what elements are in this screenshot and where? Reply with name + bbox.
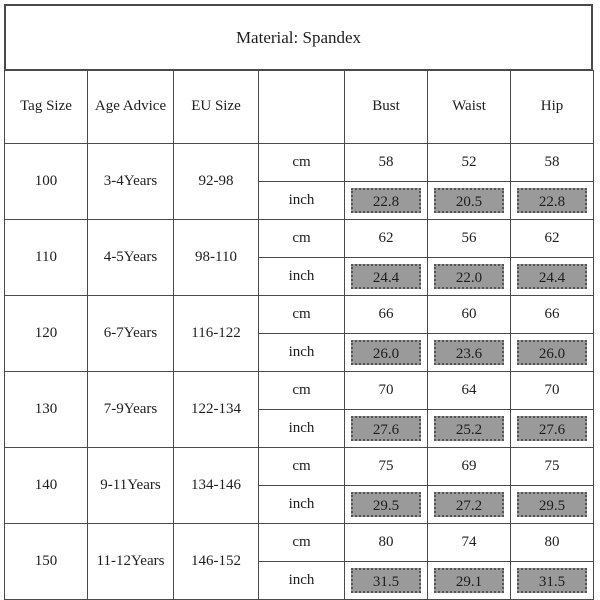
unit-cm-label: cm (259, 447, 345, 485)
unit-cm-label: cm (259, 295, 345, 333)
waist-cm-cell: 56 (428, 219, 511, 257)
hip-cm-cell: 75 (511, 447, 594, 485)
unit-inch-label: inch (259, 485, 345, 523)
size-table (4, 70, 594, 600)
hip-inch-cell (511, 333, 594, 371)
waist-inch-cell (428, 333, 511, 371)
age-advice-cell: 4-5Years (88, 219, 174, 295)
age-advice-cell: 7-9Years (88, 371, 174, 447)
waist-inch-cell (428, 181, 511, 219)
hip-inch-value: 26.0 (517, 340, 588, 365)
header-unit (259, 71, 345, 144)
bust-inch-value: 24.4 (351, 264, 422, 289)
bust-cm-cell: 66 (345, 295, 428, 333)
eu-size-cell: 146-152 (174, 523, 259, 599)
waist-inch-value: 27.2 (434, 492, 505, 517)
header-bust: Bust (345, 71, 428, 144)
size-row-cm (5, 371, 594, 409)
size-row-cm (5, 143, 594, 181)
title-box (4, 4, 593, 71)
bust-inch-cell (345, 333, 428, 371)
header-row (5, 71, 594, 144)
bust-inch-cell (345, 257, 428, 295)
waist-cm-cell: 60 (428, 295, 511, 333)
bust-cm-cell: 58 (345, 143, 428, 181)
bust-inch-value: 27.6 (351, 416, 422, 441)
tag-size-cell: 150 (5, 523, 88, 599)
hip-inch-value: 22.8 (517, 188, 588, 213)
unit-cm-label: cm (259, 371, 345, 409)
bust-inch-cell (345, 485, 428, 523)
header-waist: Waist (428, 71, 511, 144)
header-hip: Hip (511, 71, 594, 144)
hip-inch-cell (511, 181, 594, 219)
eu-size-cell: 92-98 (174, 143, 259, 219)
bust-inch-value: 26.0 (351, 340, 422, 365)
hip-cm-cell: 58 (511, 143, 594, 181)
hip-inch-value: 27.6 (517, 416, 588, 441)
hip-inch-cell (511, 409, 594, 447)
waist-inch-cell (428, 257, 511, 295)
age-advice-cell: 11-12Years (88, 523, 174, 599)
waist-cm-cell: 74 (428, 523, 511, 561)
waist-inch-value: 23.6 (434, 340, 505, 365)
tag-size-cell: 110 (5, 219, 88, 295)
hip-cm-cell: 66 (511, 295, 594, 333)
age-advice-cell: 9-11Years (88, 447, 174, 523)
waist-inch-value: 29.1 (434, 568, 505, 593)
tag-size-cell: 140 (5, 447, 88, 523)
waist-inch-value: 20.5 (434, 188, 505, 213)
bust-inch-cell (345, 181, 428, 219)
hip-inch-value: 31.5 (517, 568, 588, 593)
size-row-cm (5, 447, 594, 485)
hip-inch-value: 29.5 (517, 492, 588, 517)
tag-size-cell: 130 (5, 371, 88, 447)
hip-cm-cell: 80 (511, 523, 594, 561)
unit-cm-label: cm (259, 143, 345, 181)
hip-cm-cell: 62 (511, 219, 594, 257)
waist-inch-cell (428, 409, 511, 447)
size-row-cm (5, 295, 594, 333)
bust-cm-cell: 80 (345, 523, 428, 561)
size-row-cm (5, 219, 594, 257)
tag-size-cell: 120 (5, 295, 88, 371)
hip-inch-cell (511, 257, 594, 295)
unit-inch-label: inch (259, 561, 345, 599)
chart-title: Material: Spandex (235, 27, 362, 47)
hip-inch-value: 24.4 (517, 264, 588, 289)
waist-inch-value: 25.2 (434, 416, 505, 441)
hip-inch-cell (511, 485, 594, 523)
age-advice-cell: 3-4Years (88, 143, 174, 219)
unit-inch-label: inch (259, 409, 345, 447)
bust-inch-cell (345, 561, 428, 599)
bust-inch-value: 31.5 (351, 568, 422, 593)
age-advice-cell: 6-7Years (88, 295, 174, 371)
size-row-cm (5, 523, 594, 561)
bust-cm-cell: 70 (345, 371, 428, 409)
hip-inch-cell (511, 561, 594, 599)
bust-cm-cell: 75 (345, 447, 428, 485)
unit-cm-label: cm (259, 523, 345, 561)
waist-inch-cell (428, 485, 511, 523)
bust-inch-cell (345, 409, 428, 447)
waist-cm-cell: 69 (428, 447, 511, 485)
bust-inch-value: 22.8 (351, 188, 422, 213)
unit-inch-label: inch (259, 257, 345, 295)
eu-size-cell: 134-146 (174, 447, 259, 523)
eu-size-cell: 116-122 (174, 295, 259, 371)
unit-inch-label: inch (259, 333, 345, 371)
hip-cm-cell: 70 (511, 371, 594, 409)
eu-size-cell: 122-134 (174, 371, 259, 447)
eu-size-cell: 98-110 (174, 219, 259, 295)
tag-size-cell: 100 (5, 143, 88, 219)
waist-inch-value: 22.0 (434, 264, 505, 289)
waist-cm-cell: 52 (428, 143, 511, 181)
bust-cm-cell: 62 (345, 219, 428, 257)
header-eu-size: EU Size (174, 71, 259, 144)
header-age-advice: Age Advice (88, 71, 174, 144)
unit-inch-label: inch (259, 181, 345, 219)
waist-inch-cell (428, 561, 511, 599)
header-tag-size: Tag Size (5, 71, 88, 144)
bust-inch-value: 29.5 (351, 492, 422, 517)
unit-cm-label: cm (259, 219, 345, 257)
waist-cm-cell: 64 (428, 371, 511, 409)
